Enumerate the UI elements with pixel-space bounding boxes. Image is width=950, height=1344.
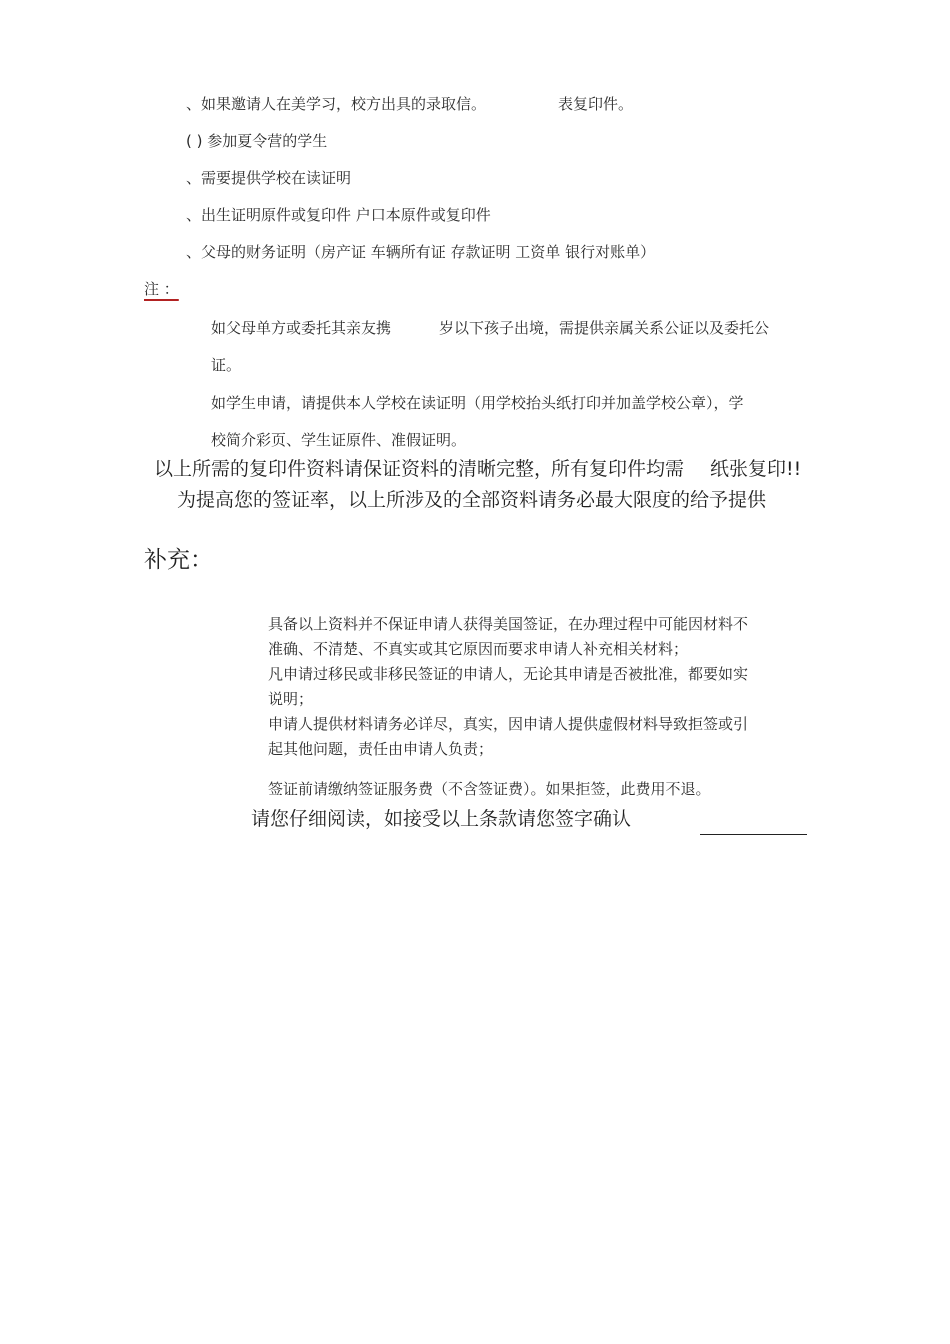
note-guardian-line2: 证。 — [211, 356, 242, 374]
requirement-birth-household: 、出生证明原件或复印件 户口本原件或复印件 — [186, 206, 491, 224]
visa-rate-statement: 为提高您的签证率，以上所涉及的全部资料请务必最大限度的给予提供 — [177, 489, 767, 511]
note-guardian-part-a: 如父母单方或委托其亲友携 — [211, 319, 392, 337]
supplement-p1-line1: 具备以上资料并不保证申请人获得美国签证，在办理过程中可能因材料不 — [268, 615, 749, 633]
section-summer-camp-students: ( ) 参加夏令营的学生 — [186, 132, 328, 150]
supplement-p2-line2: 说明； — [268, 690, 314, 708]
requirement-admission-letter-tail: 表复印件。 — [558, 95, 634, 113]
supplement-p3-line1: 申请人提供材料请务必详尽，真实，因申请人提供虚假材料导致拒签或引 — [268, 715, 749, 733]
supplement-service-fee: 签证前请缴纳签证服务费（不含签证费）。如果拒签，此费用不退。 — [268, 780, 711, 798]
note-student-line1: 如学生申请，请提供本人学校在读证明（用学校抬头纸打印并加盖学校公章），学 — [211, 394, 744, 412]
supplement-p3-line2: 起其他问题，责任由申请人负责； — [268, 740, 494, 758]
note-guardian-part-b: 岁以下孩子出境，需提供亲属关系公证以及委托公 — [439, 319, 770, 337]
requirement-parent-finance: 、父母的财务证明（房产证 车辆所有证 存款证明 工资单 银行对账单） — [186, 243, 656, 261]
copy-clarity-a: 以上所需的复印件资料请保证资料的清晰完整， — [154, 458, 554, 480]
signature-line[interactable] — [700, 834, 807, 835]
copy-clarity-b: 所有复印件均需 — [551, 458, 685, 480]
note-label: 注 ： — [144, 280, 179, 298]
supplement-p2-line1: 凡申请过移民或非移民签证的申请人，无论其申请是否被批准，都要如实 — [268, 665, 749, 683]
copy-clarity-c: 纸张复印!! — [710, 458, 802, 480]
supplement-heading: 补充： — [144, 547, 213, 573]
note-student-line2: 校简介彩页、学生证原件、准假证明。 — [211, 431, 467, 449]
requirement-admission-letter: 、如果邀请人在美学习，校方出具的录取信。 — [186, 95, 487, 113]
signature-confirm-text: 请您仔细阅读，如接受以上条款请您签字确认 — [251, 808, 632, 830]
supplement-p1-line2: 准确、不清楚、不真实或其它原因而要求申请人补充相关材料； — [268, 640, 689, 658]
requirement-school-certificate: 、需要提供学校在读证明 — [186, 169, 352, 187]
